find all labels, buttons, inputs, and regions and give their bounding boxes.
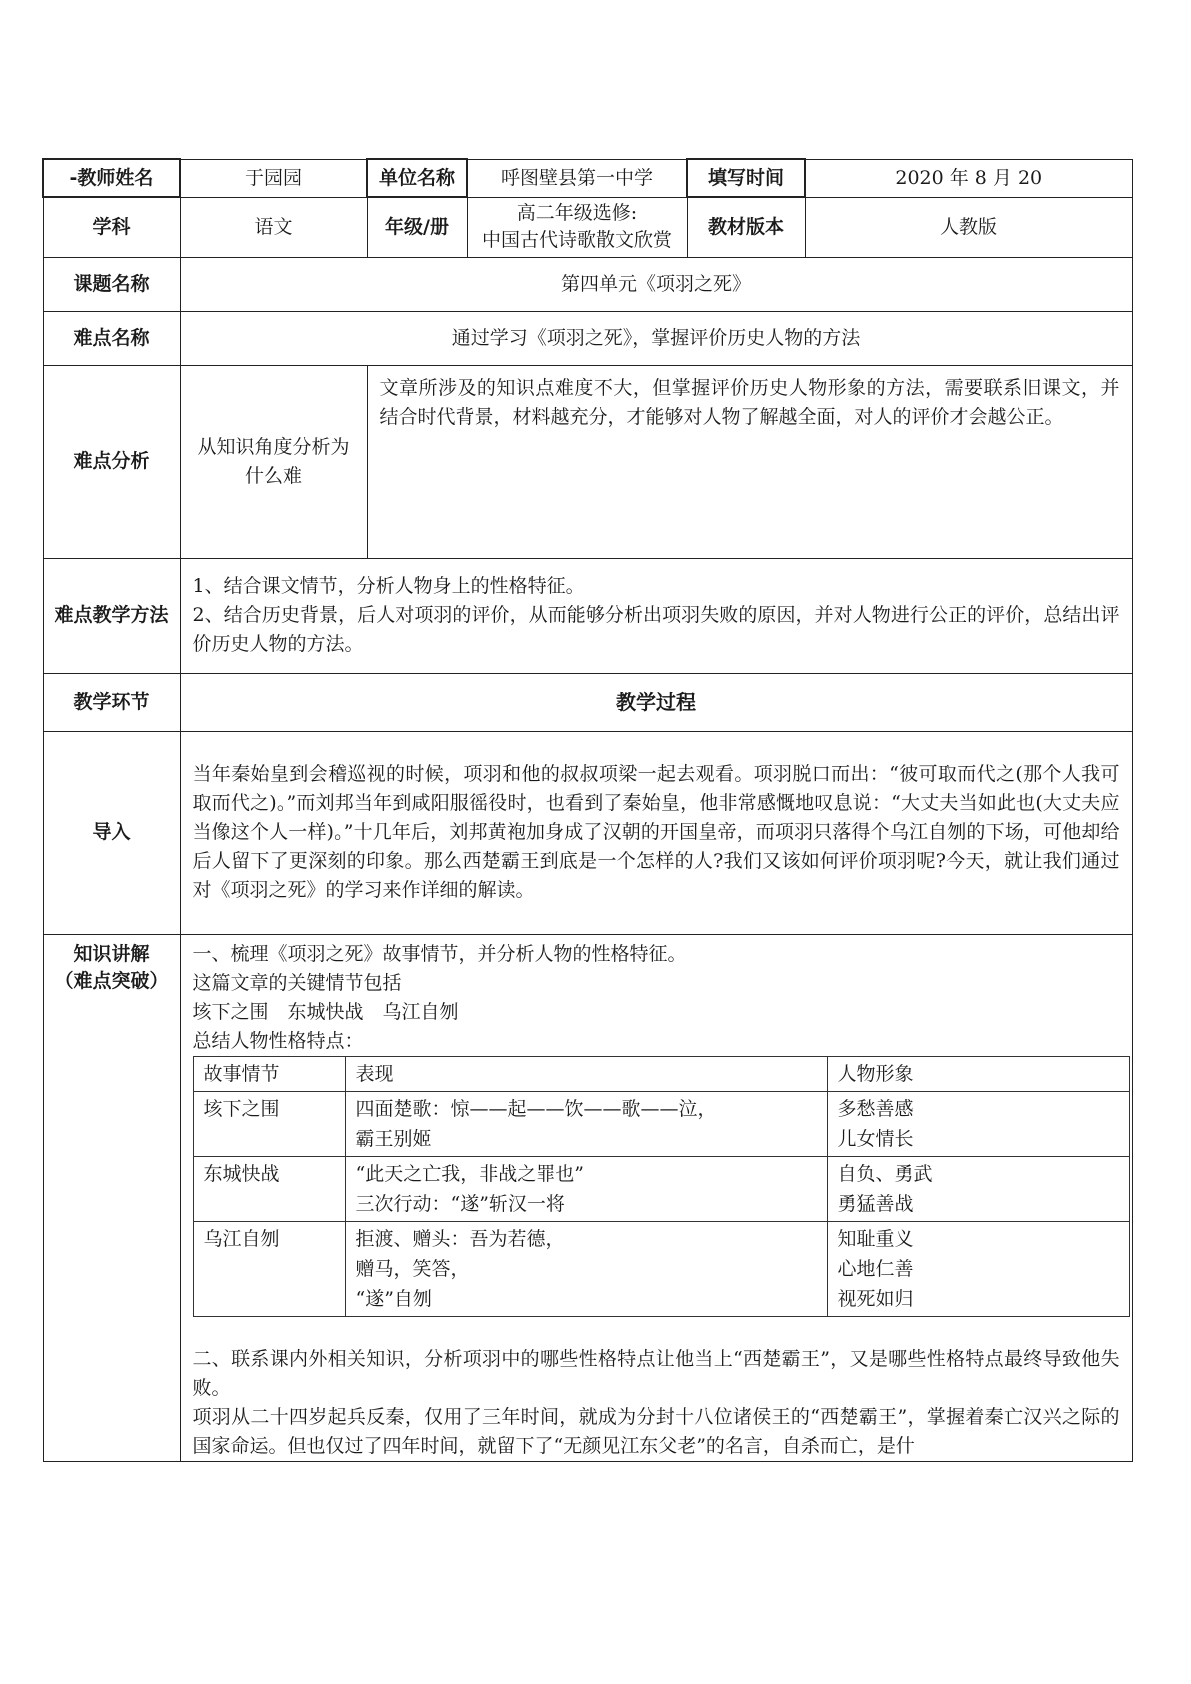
grade-value-line1: 高二年级选修: (516, 202, 638, 224)
table-row (193, 1221, 1129, 1316)
col-header-plot: 故事情节 (193, 1056, 345, 1091)
difficulty-value: 通过学习《项羽之死》，掌握评价历史人物的方法 (180, 311, 1132, 365)
method-line-2: 2、结合历史背景，后人对项羽的评价，从而能够分析出项羽失败的原因，并对人物进行公正的评价，总结出评价历史人物的方法。 (192, 604, 1120, 655)
knowledge-p2: 这篇文章的关键情节包括 (192, 971, 402, 994)
process-stage-label: 教学环节 (43, 673, 180, 731)
difficulty-row (43, 311, 1132, 365)
performance-line: 拒渡、赠头：吾为若德， (355, 1227, 565, 1250)
plot-cell: 东城快战 (193, 1156, 345, 1221)
performance-line: “遂”自刎 (355, 1287, 432, 1310)
col-header-performance: 表现 (345, 1056, 827, 1091)
method-row (43, 558, 1132, 673)
knowledge-p6: 项羽从二十四岁起兵反秦，仅用了三年时间，就成为分封十八位诸侯王的“西楚霸王”，掌握着秦亡汉兴之际的国家命运。但也仅过了四年时间，就留下了“无颜见江东父老”的名言，自杀而亡，是什 (192, 1405, 1120, 1457)
image-cell (827, 1091, 1129, 1156)
teacher-label: -教师姓名 (43, 159, 180, 197)
edition-value: 人教版 (805, 197, 1132, 257)
intro-label: 导入 (43, 731, 180, 934)
performance-line: 三次行动：“遂”斩汉一将 (355, 1192, 565, 1215)
method-text (180, 558, 1132, 673)
topic-row (43, 257, 1132, 311)
intro-row (43, 731, 1132, 934)
character-table-header (193, 1056, 1129, 1091)
image-line: 自负、勇武 (837, 1162, 933, 1185)
method-line-1: 1、结合课文情节，分析人物身上的性格特征。 (192, 575, 585, 597)
analysis-label: 难点分析 (43, 365, 180, 558)
unit-label: 单位名称 (367, 159, 467, 197)
lesson-plan-table (42, 158, 1133, 1462)
subject-label: 学科 (43, 197, 180, 257)
grade-label: 年级/册 (367, 197, 467, 257)
knowledge-label (43, 934, 180, 1461)
method-label: 难点教学方法 (43, 558, 180, 673)
col-header-image: 人物形象 (827, 1056, 1129, 1091)
header-row-1 (43, 159, 1132, 197)
table-row (193, 1091, 1129, 1156)
performance-line: 霸王别姬 (355, 1127, 432, 1150)
edition-label: 教材版本 (687, 197, 805, 257)
date-value: 2020 年 8 月 20 (805, 159, 1132, 197)
header-row-2 (43, 197, 1132, 257)
date-label: 填写时间 (687, 159, 805, 197)
image-line: 儿女情长 (837, 1127, 914, 1150)
knowledge-label-line2: （难点突破） (54, 969, 169, 992)
image-line: 勇猛善战 (837, 1192, 914, 1215)
performance-line: “此天之亡我，非战之罪也” (355, 1162, 584, 1185)
image-line: 知耻重义 (837, 1227, 914, 1250)
unit-value: 呼图壁县第一中学 (467, 159, 687, 197)
character-table (193, 1056, 1130, 1317)
process-header-row (43, 673, 1132, 731)
image-line: 多愁善感 (837, 1097, 914, 1120)
knowledge-p5: 二、联系课内外相关知识，分析项羽中的哪些性格特点让他当上“西楚霸王”，又是哪些性格特点最终导致他失败。 (192, 1347, 1120, 1399)
plot-cell: 垓下之围 (193, 1091, 345, 1156)
performance-line: 四面楚歌：惊——起——饮——歌——泣， (355, 1097, 717, 1120)
analysis-row (43, 365, 1132, 558)
table-row (193, 1156, 1129, 1221)
analysis-text: 文章所涉及的知识点难度不大，但掌握评价历史人物形象的方法，需要联系旧课文，并结合时代背景，材料越充分，才能够对人物了解越全面，对人的评价才会越公正。 (367, 365, 1132, 558)
teacher-value: 于园园 (180, 159, 367, 197)
intro-text: 当年秦始皇到会稽巡视的时候，项羽和他的叔叔项梁一起去观看。项羽脱口而出：“彼可取而代之(那个人我可取而代之)。”而刘邦当年到咸阳服徭役时，也看到了秦始皇，他非常感慨地叹息说：“大丈夫当如此也(大丈夫应当像这个人一样)。”十几年后，刘邦黄袍加身成了汉朝的开国皇帝，而项羽只落得个乌江自刎的下场，可他却给后人留下了更深刻的印象。那么西楚霸王到底是一个怎样的人?我们又该如何评价项羽呢?今天，就让我们通过对《项羽之死》的学习来作详细的解读。 (180, 731, 1132, 934)
performance-cell (345, 1091, 827, 1156)
process-title: 教学过程 (180, 673, 1132, 731)
image-line: 视死如归 (837, 1287, 914, 1310)
image-cell (827, 1221, 1129, 1316)
knowledge-p4: 总结人物性格特点： (192, 1029, 364, 1052)
knowledge-p3: 垓下之围 东城快战 乌江自刎 (192, 1000, 459, 1023)
image-line: 心地仁善 (837, 1257, 914, 1280)
subject-value: 语文 (180, 197, 367, 257)
knowledge-content (180, 934, 1132, 1461)
image-cell (827, 1156, 1129, 1221)
difficulty-label: 难点名称 (43, 311, 180, 365)
topic-label: 课题名称 (43, 257, 180, 311)
spacer (193, 1317, 1120, 1345)
plot-cell: 乌江自刎 (193, 1221, 345, 1316)
knowledge-label-line1: 知识讲解 (73, 942, 150, 965)
topic-value: 第四单元《项羽之死》 (180, 257, 1132, 311)
grade-value (467, 197, 687, 257)
knowledge-row (43, 934, 1132, 1461)
knowledge-p1: 一、梳理《项羽之死》故事情节，并分析人物的性格特征。 (192, 942, 687, 965)
grade-value-line2: 中国古代诗歌散文欣赏 (481, 229, 672, 251)
performance-cell (345, 1156, 827, 1221)
performance-cell (345, 1221, 827, 1316)
analysis-sublabel: 从知识角度分析为什么难 (180, 365, 367, 558)
performance-line: 赠马，笑答， (355, 1257, 470, 1280)
